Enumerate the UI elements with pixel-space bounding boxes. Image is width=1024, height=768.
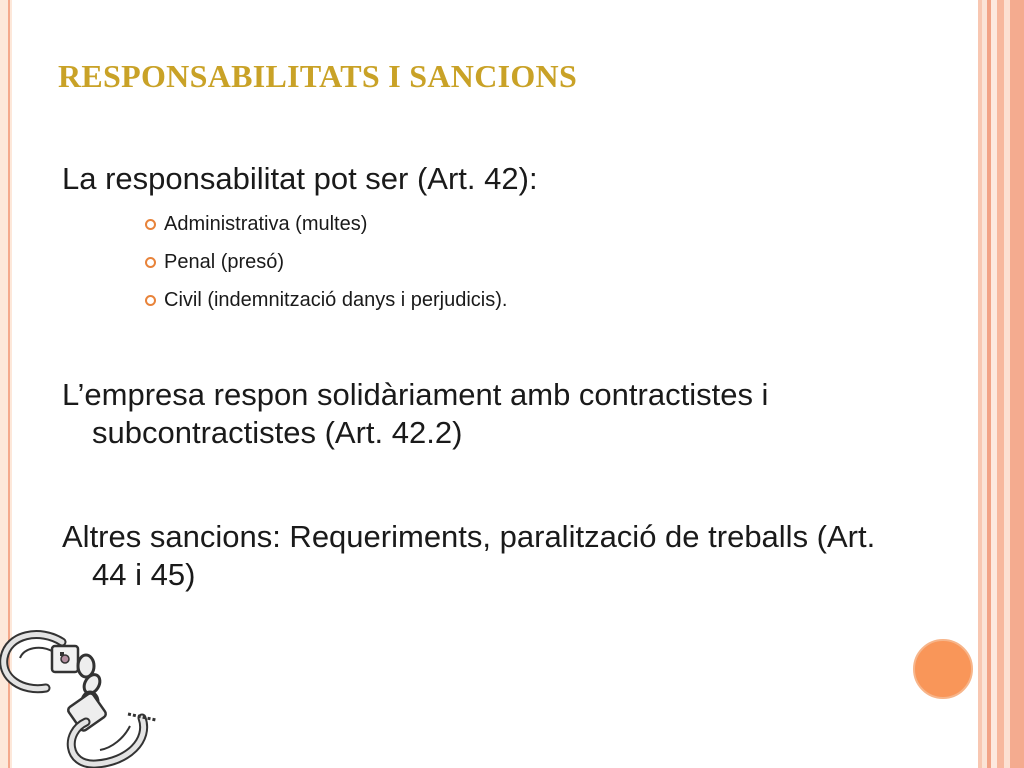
paragraph-line: L’empresa respon solidàriament amb contractistes i xyxy=(62,377,769,412)
list-item xyxy=(140,206,507,244)
paragraph-altres-sancions xyxy=(62,518,962,594)
list-item-label: Civil (indemnització danys i perjudicis). xyxy=(164,289,508,311)
orange-circle-icon xyxy=(913,639,973,699)
paragraph-empresa xyxy=(62,376,962,452)
right-stripe xyxy=(997,0,1004,768)
paragraph-line-continued: 44 i 45) xyxy=(92,557,196,592)
list-item xyxy=(140,244,507,282)
list-item-label: Penal (presó) xyxy=(164,251,285,273)
list-item-label: Administrativa (multes) xyxy=(164,213,368,235)
responsibility-list xyxy=(140,206,507,320)
lower-cuff xyxy=(67,692,156,764)
hollow-circle-bullet-icon xyxy=(145,219,156,230)
right-stripe xyxy=(1010,0,1024,768)
hollow-circle-bullet-icon xyxy=(145,295,156,306)
paragraph-line-continued: subcontractistes (Art. 42.2) xyxy=(92,415,463,450)
handcuffs-icon xyxy=(0,622,170,768)
upper-cuff xyxy=(4,635,78,689)
paragraph-line: Altres sancions: Requeriments, paralització de treballs (Art. xyxy=(62,519,876,554)
slide-title: RESPONSABILITATS I SANCIONS xyxy=(58,58,578,94)
list-item xyxy=(140,282,507,320)
paragraph-responsabilitat: La responsabilitat pot ser (Art. 42): xyxy=(62,161,538,196)
hollow-circle-bullet-icon xyxy=(145,257,156,268)
